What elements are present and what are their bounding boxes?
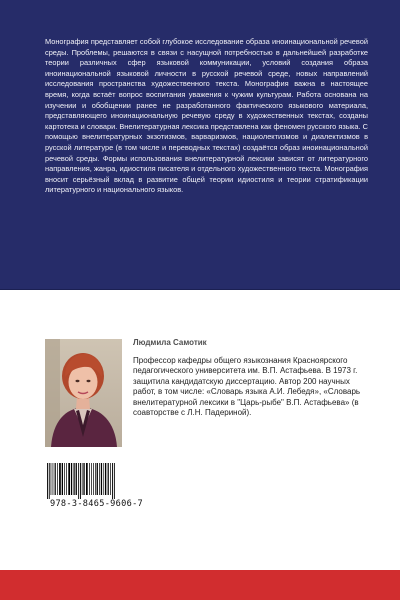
barcode-bar — [68, 463, 70, 495]
barcode-bar — [91, 463, 92, 495]
barcode-bar — [53, 463, 54, 495]
barcode-bar — [110, 463, 111, 495]
barcode-bar — [57, 463, 58, 495]
barcode-bar — [103, 463, 104, 495]
barcode-bar — [108, 463, 109, 495]
book-abstract: Монография представляет собой глубокое исследование образа иноинациональной речевой среды. Проблемы, решаются в связи с насущной потребностью в дальнейшей разработке теории различных сфер языковой коммуникации, условий создания образа иноинациональной языковой личности в русской речевой среде, новых направлений исследования пространства художественного текста. Монография важна в настоящее время, когда встаёт вопрос воспитания уважения к чужим культурам. Работа основана на изучении и обобщении ранее не разработанного фактического языкового материала, представляющего иноинациональную речевую среду в художественных текстах, созданы картотека и словари. Внелитературная лексика представлена как феномен русского языка. С помощью внелитературных экзотизмов, варваризмов, нациолектизмов и диалектизмов в русской литературе (в том числе и переводных текстах) создаётся образ иноинациональной речевой среды. Формы использования внелитературной лексики зависят от литературного направления, жанра, идиостиля писателя и отдельного художественного текста. Монография вносит серьёзный вклад в развитие общей теории идиостиля и теории стратификации литературного и национального языков. — [45, 37, 368, 195]
barcode-bar — [112, 463, 113, 499]
barcode-bar — [80, 463, 81, 499]
barcode-bars — [43, 463, 150, 499]
barcode-bar — [93, 463, 94, 495]
barcode-bar — [59, 463, 61, 495]
barcode-bar — [76, 463, 77, 495]
barcode-bar — [114, 463, 115, 499]
author-portrait-icon — [45, 339, 122, 447]
barcode-bar — [95, 463, 96, 495]
barcode-bar — [74, 463, 75, 495]
barcode-bar — [105, 463, 106, 495]
barcode-bar — [49, 463, 50, 499]
author-bio: Профессор кафедры общего языкознания Красноярского педагогического университета им. В.П. Астафьева. В 1973 г. защитила кандидатскую диссертацию. Автор 200 научных работ, в том числе: «Словарь языка А.И. Лебедя», «Словарь внелитературной лексики в "Царь-рыбе" В.П. Астафьева» (в соавторстве с Л.Н. Падериной). — [133, 356, 361, 418]
back-cover-top-panel — [0, 0, 400, 290]
author-photo — [45, 339, 122, 447]
barcode-bar — [86, 463, 88, 495]
barcode-bar — [99, 463, 100, 495]
isbn-number: 978-3-8465-9606-7 — [49, 499, 144, 509]
barcode-bar — [83, 463, 84, 495]
barcode-bar — [78, 463, 79, 499]
bottom-color-band — [0, 570, 400, 600]
barcode-bar — [71, 463, 72, 495]
barcode-bar — [82, 463, 83, 495]
barcode-bar — [64, 463, 65, 495]
barcode-bar — [101, 463, 102, 495]
barcode-bar — [89, 463, 90, 495]
barcode-bar — [47, 463, 48, 499]
barcode-bar — [55, 463, 56, 495]
barcode-bar — [66, 463, 67, 495]
barcode-bar — [51, 463, 52, 495]
barcode-bar — [62, 463, 63, 495]
barcode-bar — [97, 463, 98, 495]
author-name: Людмила Самотик — [133, 338, 207, 347]
